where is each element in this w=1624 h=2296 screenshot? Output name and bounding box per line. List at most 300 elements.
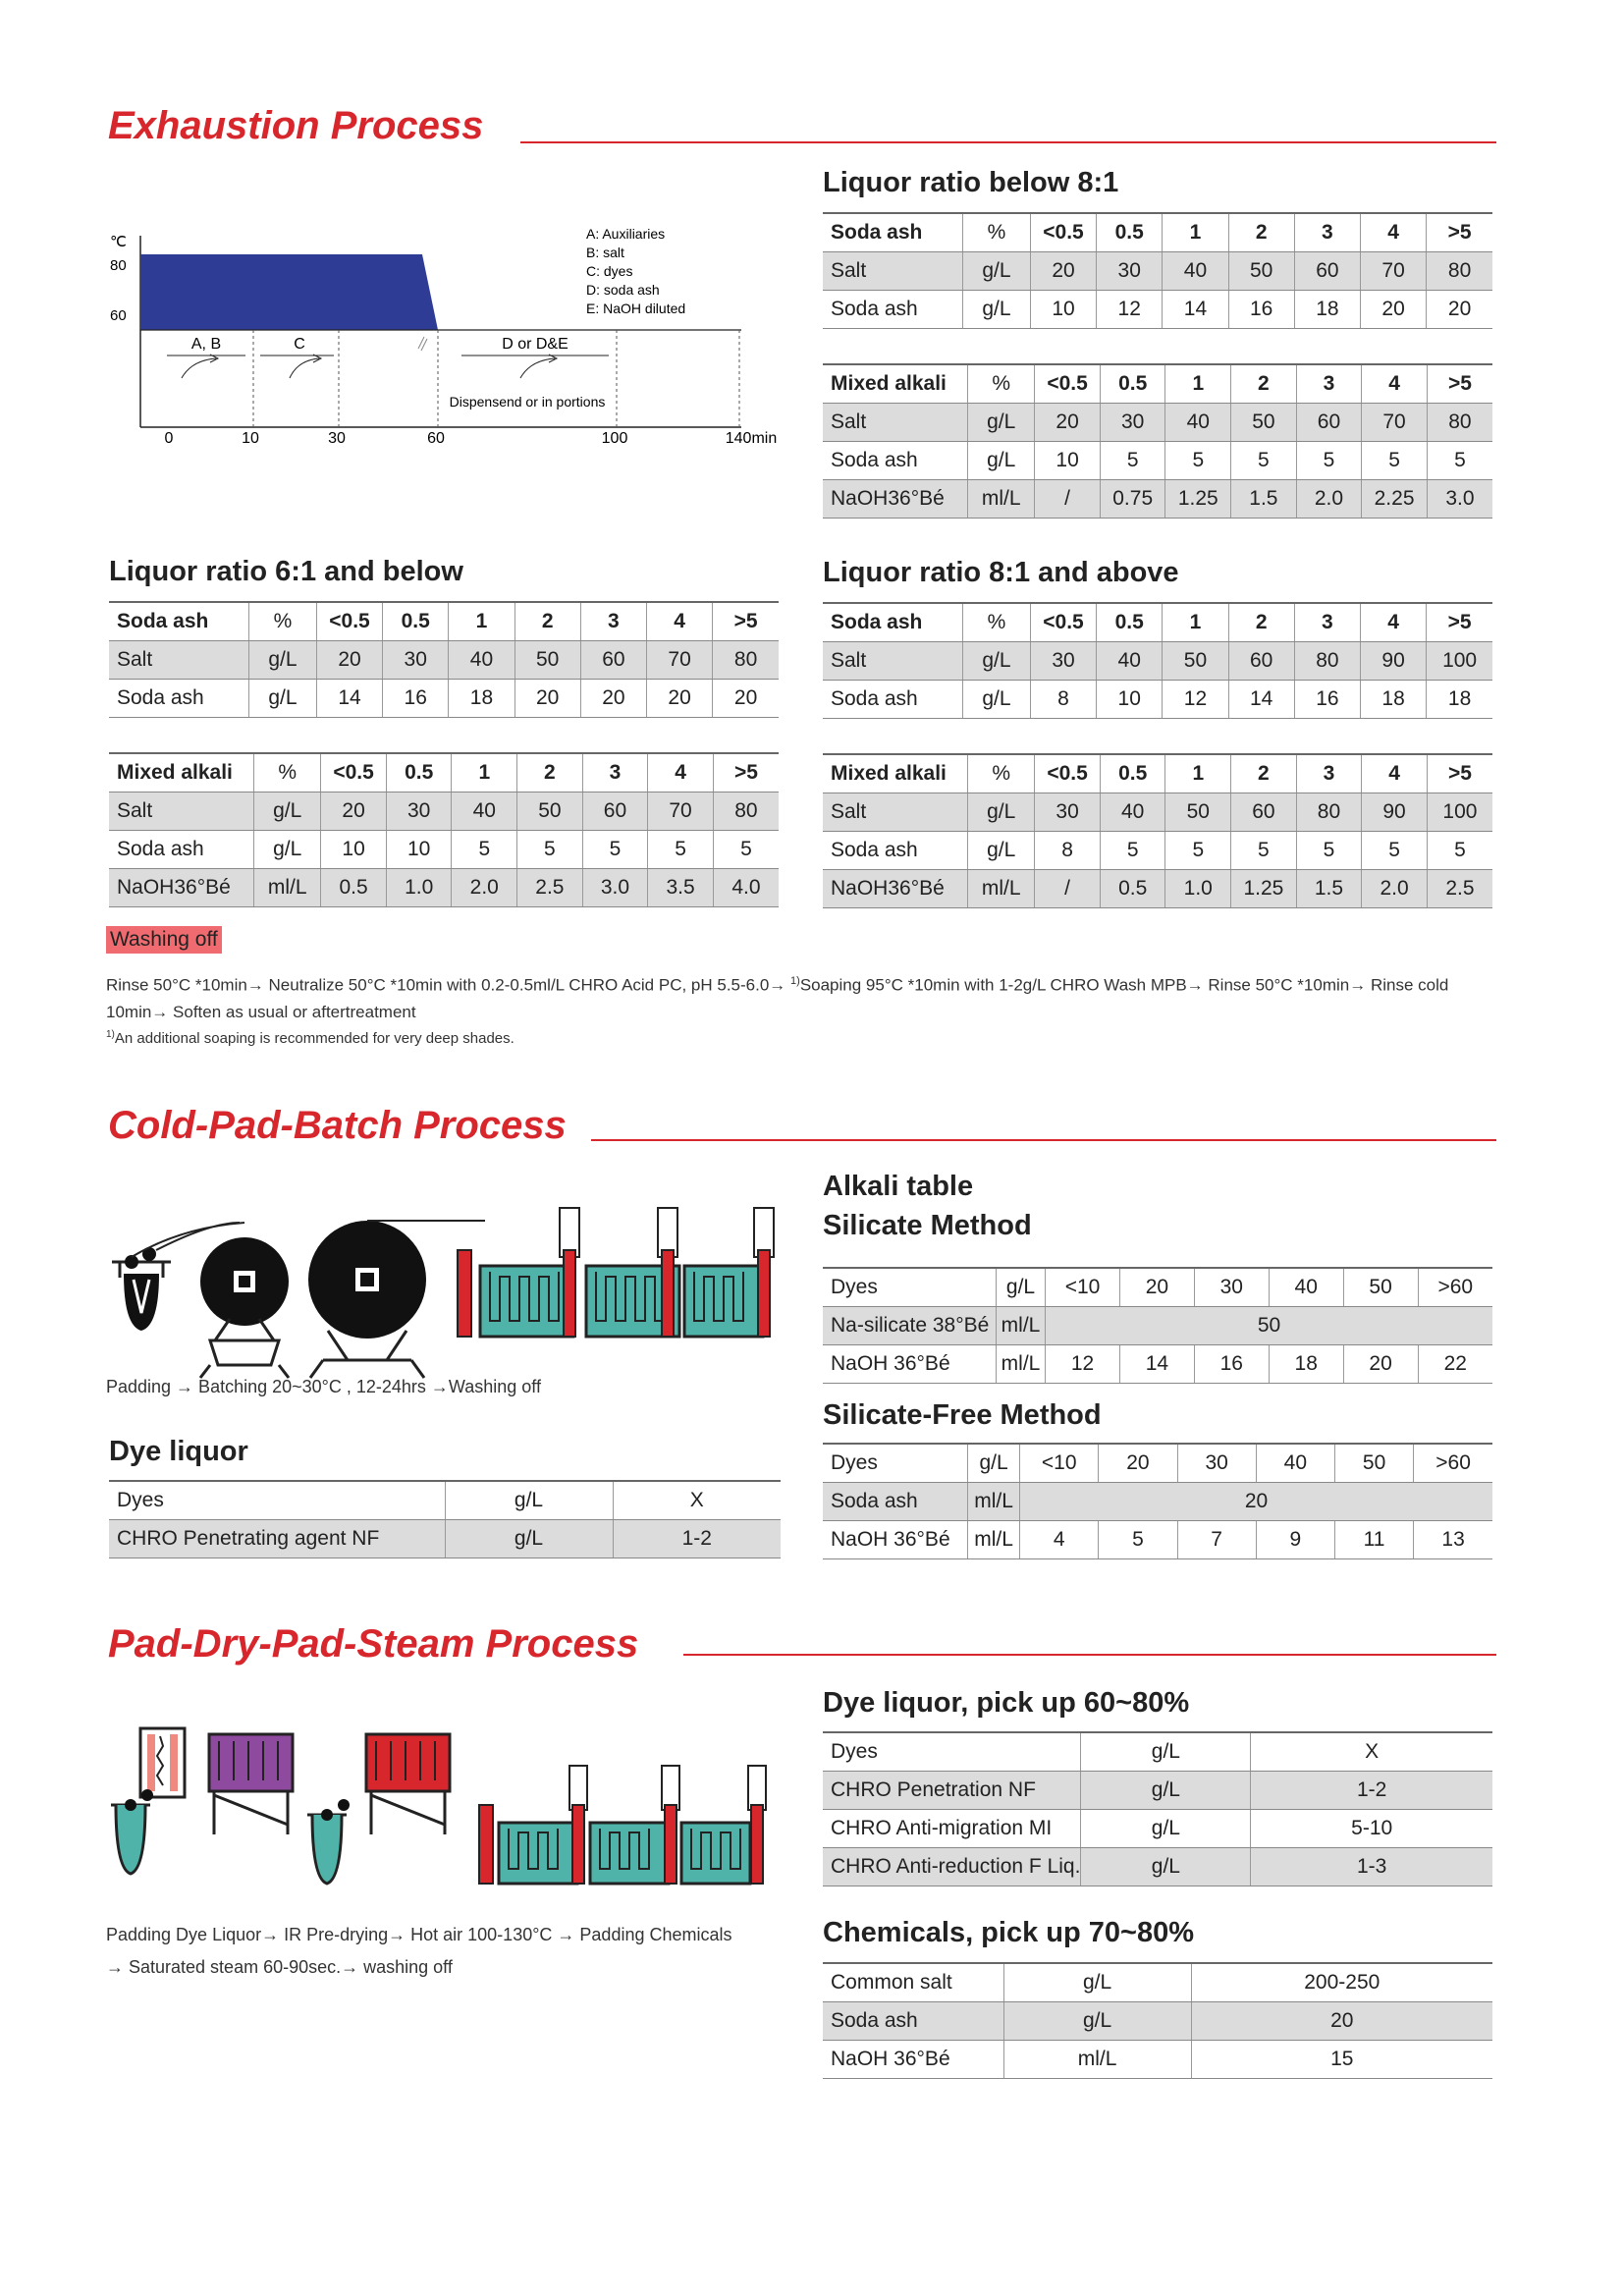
header-cell: 3 [1294, 213, 1360, 252]
table-cell: 1.25 [1165, 480, 1231, 519]
table-row [823, 404, 1492, 442]
x-tick: 10 [242, 430, 259, 447]
header-cell: 3 [1296, 364, 1362, 404]
table-cell: CHRO Penetrating agent NF [109, 1520, 445, 1558]
table-cell: 14 [1119, 1345, 1194, 1384]
table-cell: 30 [1097, 252, 1163, 291]
silicate-method-title: Silicate Method [823, 1210, 1032, 1241]
x-tick: 30 [328, 430, 346, 447]
table-cell: 5 [648, 831, 714, 869]
table-row [823, 642, 1492, 681]
header-cell: 20 [1099, 1444, 1177, 1483]
padder-1-trough [116, 1805, 145, 1874]
table-cell: 30 [386, 793, 452, 831]
table-cell: 60 [582, 793, 648, 831]
table-row [823, 1848, 1492, 1886]
table-cell: Soda ash [823, 442, 968, 480]
table-cell: 40 [449, 641, 514, 680]
header-cell: 50 [1343, 1268, 1418, 1307]
table-cell: 5 [517, 831, 583, 869]
table-cell: 20 [316, 641, 382, 680]
table-cell: g/L [963, 291, 1031, 329]
header-cell: 4 [1361, 603, 1427, 642]
cold-pad-title: Cold-Pad-Batch Process [108, 1104, 567, 1147]
table-cell: 16 [1294, 681, 1360, 719]
table-cell: Dyes [109, 1481, 445, 1520]
table-cell: Soda ash [823, 681, 963, 719]
hot-air-dryer-2 [366, 1734, 450, 1791]
header-cell: 1 [1165, 364, 1231, 404]
table-cell: 10 [1035, 442, 1101, 480]
table-row [823, 870, 1492, 908]
table-cell: / [1035, 870, 1101, 908]
cold-pad-dye-liquor-table [109, 1480, 781, 1558]
table-cell: 16 [1194, 1345, 1269, 1384]
table-cell: 11 [1334, 1521, 1413, 1559]
table-cell: 5 [1296, 442, 1362, 480]
header-cell: 0.5 [1100, 754, 1165, 793]
table-cell: CHRO Penetration NF [823, 1772, 1081, 1810]
legend-item: D: soda ash [586, 282, 660, 298]
table-cell: 5 [1100, 832, 1165, 870]
merged-value-cell: 20 [1020, 1483, 1492, 1521]
y-tick-60: 60 [110, 307, 127, 324]
header-cell: Mixed alkali [823, 364, 968, 404]
x-tick: 0 [164, 430, 174, 447]
table-cell: 80 [713, 641, 779, 680]
table-header-row [823, 1268, 1492, 1307]
table-header-row [823, 1444, 1492, 1483]
lr-6-below-mixed-table [109, 752, 779, 907]
wash-tanks [458, 1208, 774, 1337]
table-cell: Salt [823, 252, 963, 291]
table-cell: Dyes [823, 1732, 1081, 1772]
table-cell: X [1251, 1732, 1492, 1772]
table-row [823, 681, 1492, 719]
lr-below-8-soda-table [823, 212, 1492, 329]
lr-6-below-title: Liquor ratio 6:1 and below [109, 556, 463, 587]
padder-2-trough [312, 1815, 342, 1884]
dye-liquor-title: Dye liquor [109, 1436, 248, 1467]
table-cell: 80 [1296, 793, 1362, 832]
x-ticks [165, 430, 778, 447]
table-cell: 80 [1427, 404, 1492, 442]
table-cell: 12 [1097, 291, 1163, 329]
header-cell: 0.5 [1100, 364, 1165, 404]
table-cell: 4.0 [713, 869, 779, 907]
table-row [109, 869, 779, 907]
table-cell: 1.0 [386, 869, 452, 907]
header-cell: Dyes [823, 1268, 996, 1307]
table-cell: 2.0 [1362, 870, 1428, 908]
header-cell: g/L [996, 1268, 1045, 1307]
table-cell: 8 [1035, 832, 1101, 870]
table-cell: 80 [1294, 642, 1360, 681]
table-cell: 0.5 [321, 869, 387, 907]
lr-6-below-soda-table [109, 601, 779, 718]
table-cell: 70 [1361, 252, 1427, 291]
header-cell: 0.5 [386, 753, 452, 793]
table-cell: 5 [1165, 442, 1231, 480]
header-cell: 4 [1362, 364, 1428, 404]
stage-d-arrow [520, 358, 555, 378]
header-cell: 3 [1296, 754, 1362, 793]
table-cell: 20 [1030, 252, 1096, 291]
header-cell: % [968, 364, 1035, 404]
table-cell: 30 [1035, 793, 1101, 832]
table-cell: 4 [1020, 1521, 1099, 1559]
y-tick-80: 80 [110, 257, 127, 274]
header-cell: % [968, 754, 1035, 793]
x-tick: 100 [601, 430, 628, 447]
table-cell: 20 [1361, 291, 1427, 329]
table-row [823, 1483, 1492, 1521]
header-cell: 2 [1231, 754, 1297, 793]
table-cell: Salt [109, 793, 254, 831]
dosing-note: Dispensend or in portions [449, 394, 606, 410]
legend-item: C: dyes [586, 263, 633, 279]
washing-text-b: Soaping 95°C *10min with 1-2g/L CHRO Wash MPB→ Rinse 50°C *10min→ Rinse cold 10min→ Soften as usual or aftertreatment [106, 975, 1449, 1021]
header-cell: <0.5 [1035, 754, 1101, 793]
table-cell: 50 [517, 793, 583, 831]
header-cell: <0.5 [1030, 603, 1096, 642]
header-cell: <10 [1046, 1268, 1120, 1307]
table-cell: 14 [1228, 681, 1294, 719]
table-row [823, 252, 1492, 291]
table-cell: 2.5 [517, 869, 583, 907]
table-cell: X [613, 1481, 781, 1520]
table-cell: 20 [1035, 404, 1101, 442]
table-cell: Soda ash [109, 831, 254, 869]
header-cell: g/L [968, 1444, 1020, 1483]
table-cell: 90 [1362, 793, 1428, 832]
table-cell: g/L [968, 404, 1035, 442]
ir-dryer [140, 1728, 185, 1797]
header-cell: >5 [1427, 364, 1492, 404]
table-cell: ml/L [968, 1521, 1020, 1559]
exhaustion-temperature-chart [98, 221, 795, 452]
table-cell: NaOH36°Bé [823, 480, 968, 519]
table-cell: 9 [1256, 1521, 1334, 1559]
header-cell: Dyes [823, 1444, 968, 1483]
table-cell: 2.25 [1362, 480, 1428, 519]
table-cell: 5 [582, 831, 648, 869]
table-cell: 13 [1414, 1521, 1492, 1559]
table-cell: 40 [1097, 642, 1163, 681]
table-cell: 10 [321, 831, 387, 869]
chemicals-table [823, 1962, 1492, 2079]
header-cell: >5 [1427, 603, 1492, 642]
header-cell: <0.5 [1030, 213, 1096, 252]
header-cell: 20 [1119, 1268, 1194, 1307]
table-cell: Common salt [823, 1963, 1003, 2002]
table-row [823, 2002, 1492, 2041]
table-header-row [109, 753, 779, 793]
table-cell: 40 [1100, 793, 1165, 832]
header-cell: <0.5 [1035, 364, 1101, 404]
table-cell: ml/L [968, 480, 1035, 519]
table-cell: 3.0 [582, 869, 648, 907]
header-cell: 3 [1294, 603, 1360, 642]
header-cell: 30 [1177, 1444, 1256, 1483]
table-cell: 50 [514, 641, 580, 680]
table-cell: 5 [1427, 832, 1492, 870]
stage-ab-label: A, B [190, 336, 222, 353]
table-cell: g/L [1081, 1772, 1251, 1810]
table-cell: 60 [1231, 793, 1297, 832]
table-cell: 3.5 [648, 869, 714, 907]
table-cell: NaOH36°Bé [109, 869, 254, 907]
table-row [823, 2041, 1492, 2079]
table-cell: 50 [1165, 793, 1231, 832]
table-cell: NaOH36°Bé [823, 870, 968, 908]
table-cell: Soda ash [109, 680, 249, 718]
table-cell: 1-2 [1251, 1772, 1492, 1810]
header-cell: 30 [1194, 1268, 1269, 1307]
header-cell: Mixed alkali [109, 753, 254, 793]
table-cell: 18 [1294, 291, 1360, 329]
table-cell: 40 [1165, 404, 1231, 442]
header-cell: 0.5 [1097, 603, 1163, 642]
cold-pad-batch-machine-illustration [102, 1203, 789, 1380]
table-cell: 80 [713, 793, 779, 831]
table-cell: 60 [580, 641, 646, 680]
table-cell: 1-2 [613, 1520, 781, 1558]
table-cell: 3.0 [1427, 480, 1492, 519]
pad-dry-pad-steam-illustration [106, 1726, 793, 1893]
table-cell: 5 [1231, 442, 1297, 480]
header-cell: Soda ash [823, 213, 963, 252]
table-cell: 5 [1099, 1521, 1177, 1559]
table-cell: 5 [1362, 832, 1428, 870]
table-cell: 22 [1418, 1345, 1492, 1384]
temperature-fill-area [140, 254, 438, 330]
header-cell: 3 [580, 602, 646, 641]
table-cell: g/L [1081, 1732, 1251, 1772]
table-cell: 18 [1361, 681, 1427, 719]
table-cell: ml/L [968, 1483, 1020, 1521]
header-cell: 4 [1361, 213, 1427, 252]
washing-footnote [106, 1021, 514, 1052]
table-header-row [823, 754, 1492, 793]
header-cell: 1 [452, 753, 517, 793]
table-cell: 1.0 [1165, 870, 1231, 908]
table-cell: 20 [1427, 291, 1492, 329]
table-cell: Salt [109, 641, 249, 680]
table-row [823, 442, 1492, 480]
table-cell: 90 [1361, 642, 1427, 681]
table-cell: ml/L [968, 870, 1035, 908]
table-row [109, 1520, 781, 1558]
table-cell: g/L [249, 641, 317, 680]
table-cell: 16 [383, 680, 449, 718]
table-cell: 8 [1030, 681, 1096, 719]
table-cell: g/L [963, 642, 1031, 681]
table-cell: Salt [823, 404, 968, 442]
table-cell: 70 [648, 793, 714, 831]
chart-unit: ℃ [110, 234, 127, 250]
table-header-row [109, 602, 779, 641]
footnote-marker: 1) [790, 975, 800, 987]
table-cell: 10 [1097, 681, 1163, 719]
table-row [823, 1345, 1492, 1384]
table-cell: ml/L [996, 1345, 1045, 1384]
table-cell: 40 [452, 793, 517, 831]
header-cell: 2 [1231, 364, 1297, 404]
header-cell: Soda ash [109, 602, 249, 641]
table-cell: 0.75 [1100, 480, 1165, 519]
table-row [823, 1732, 1492, 1772]
table-cell: g/L [1003, 1963, 1191, 2002]
stage-d-label: D or D&E [502, 336, 568, 353]
table-cell: 50 [1163, 642, 1228, 681]
table-cell: 20 [647, 680, 713, 718]
table-cell: 5 [452, 831, 517, 869]
header-cell: 2 [514, 602, 580, 641]
header-cell: 0.5 [1097, 213, 1163, 252]
table-row [823, 832, 1492, 870]
table-cell: 20 [321, 793, 387, 831]
header-cell: <0.5 [316, 602, 382, 641]
table-cell: NaOH 36°Bé [823, 1521, 968, 1559]
header-cell: <0.5 [321, 753, 387, 793]
table-cell: g/L [968, 832, 1035, 870]
table-cell: g/L [1081, 1810, 1251, 1848]
table-cell: 100 [1427, 793, 1492, 832]
header-cell: 1 [1163, 213, 1228, 252]
table-cell: 40 [1163, 252, 1228, 291]
table-cell: 20 [1191, 2002, 1492, 2041]
table-cell: 12 [1046, 1345, 1120, 1384]
table-cell: 80 [1427, 252, 1492, 291]
table-cell: g/L [1003, 2002, 1191, 2041]
lr-below-8-title: Liquor ratio below 8:1 [823, 167, 1119, 198]
header-cell: 2 [1228, 603, 1294, 642]
washing-instructions [106, 968, 1500, 1025]
table-cell: 5 [1427, 442, 1492, 480]
table-cell: 14 [1163, 291, 1228, 329]
header-cell: 1 [449, 602, 514, 641]
header-cell: >5 [713, 753, 779, 793]
padder-roller [125, 1255, 138, 1269]
header-cell: >60 [1414, 1444, 1492, 1483]
header-cell: >60 [1418, 1268, 1492, 1307]
washing-text-a: Rinse 50°C *10min→ Neutralize 50°C *10min with 0.2-0.5ml/L CHRO Acid PC, pH 5.5-6.0→ [106, 975, 791, 995]
table-cell: 10 [1030, 291, 1096, 329]
section-divider [683, 1654, 1496, 1656]
header-cell: 4 [647, 602, 713, 641]
table-row [109, 831, 779, 869]
table-cell: 50 [1231, 404, 1297, 442]
header-cell: 40 [1269, 1268, 1343, 1307]
pad-steam-title: Pad-Dry-Pad-Steam Process [108, 1622, 639, 1666]
table-row [823, 1307, 1492, 1345]
table-cell: 60 [1296, 404, 1362, 442]
table-cell: Soda ash [823, 291, 963, 329]
table-cell: 20 [514, 680, 580, 718]
table-cell: 5-10 [1251, 1810, 1492, 1848]
lr-below-8-mixed-table [823, 363, 1492, 519]
header-cell: >5 [713, 602, 779, 641]
table-cell: ml/L [996, 1307, 1045, 1345]
pad-steam-wash-tanks [479, 1766, 766, 1884]
header-cell: Soda ash [823, 603, 963, 642]
table-row [109, 680, 779, 718]
footnote-text: An additional soaping is recommended for very deep shades. [114, 1030, 514, 1047]
header-cell: 4 [648, 753, 714, 793]
table-cell: 30 [1100, 404, 1165, 442]
table-cell: 5 [713, 831, 779, 869]
table-cell: ml/L [1003, 2041, 1191, 2079]
lr-8-above-title: Liquor ratio 8:1 and above [823, 557, 1179, 588]
table-header-row [823, 603, 1492, 642]
table-cell: 15 [1191, 2041, 1492, 2079]
table-cell: g/L [963, 252, 1031, 291]
table-cell: 1-3 [1251, 1848, 1492, 1886]
padder-trough [124, 1274, 159, 1331]
header-cell: 50 [1334, 1444, 1413, 1483]
table-cell: Salt [823, 642, 963, 681]
table-cell: 2.0 [452, 869, 517, 907]
table-cell: 0.5 [1100, 870, 1165, 908]
header-cell: 4 [1362, 754, 1428, 793]
table-cell: g/L [445, 1481, 613, 1520]
silicate-free-title: Silicate-Free Method [823, 1399, 1102, 1431]
table-cell: 70 [1362, 404, 1428, 442]
legend-item: A: Auxiliaries [586, 226, 666, 242]
table-cell: NaOH 36°Bé [823, 1345, 996, 1384]
header-cell: 40 [1256, 1444, 1334, 1483]
table-cell: / [1035, 480, 1101, 519]
table-cell: Salt [823, 793, 968, 832]
table-cell: 20 [1343, 1345, 1418, 1384]
table-cell: Soda ash [823, 1483, 968, 1521]
table-cell: 20 [580, 680, 646, 718]
table-cell: g/L [254, 831, 321, 869]
header-cell: <10 [1020, 1444, 1099, 1483]
washing-off-label: Washing off [106, 926, 222, 954]
table-row [823, 291, 1492, 329]
header-cell: % [963, 213, 1031, 252]
table-cell: 100 [1427, 642, 1492, 681]
table-cell: 5 [1100, 442, 1165, 480]
table-cell: 16 [1228, 291, 1294, 329]
header-cell: 3 [582, 753, 648, 793]
section-divider [591, 1139, 1496, 1141]
header-cell: Mixed alkali [823, 754, 968, 793]
table-cell: 20 [713, 680, 779, 718]
table-cell: NaOH 36°Bé [823, 2041, 1003, 2079]
silicate-free-table [823, 1443, 1492, 1559]
header-cell: >5 [1427, 754, 1492, 793]
header-cell: 2 [1228, 213, 1294, 252]
table-cell: g/L [254, 793, 321, 831]
legend-item: E: NaOH diluted [586, 301, 686, 316]
table-cell: 30 [1030, 642, 1096, 681]
table-cell: Soda ash [823, 2002, 1003, 2041]
merged-value-cell: 50 [1046, 1307, 1492, 1345]
table-cell: 5 [1165, 832, 1231, 870]
table-cell: 14 [316, 680, 382, 718]
table-cell: 60 [1294, 252, 1360, 291]
chemicals-title: Chemicals, pick up 70~80% [823, 1917, 1194, 1948]
header-cell: 0.5 [383, 602, 449, 641]
table-cell: 50 [1228, 252, 1294, 291]
stage-c-label: C [294, 336, 305, 353]
pad-steam-caption-2: → Saturated steam 60-90sec.→ washing off [106, 1957, 453, 1977]
table-cell: 200-250 [1191, 1963, 1492, 2002]
table-cell: ml/L [254, 869, 321, 907]
